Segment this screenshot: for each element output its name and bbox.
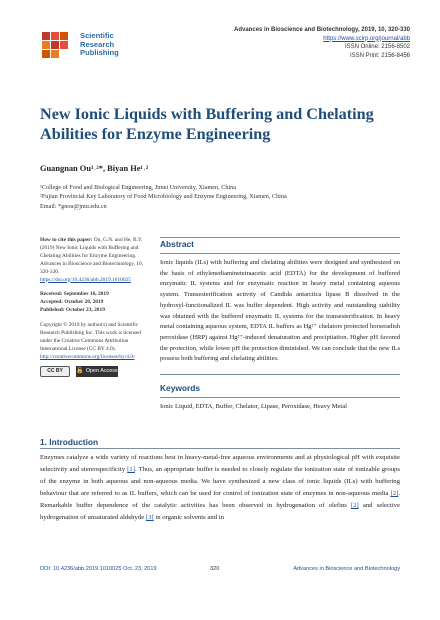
license-link[interactable]: http://creativecommons.org/licenses/by/4.0/	[40, 353, 135, 360]
published-date: Published: October 23, 2019	[40, 307, 105, 314]
article-sidebar	[40, 237, 152, 377]
cite-label: How to cite this paper:	[40, 237, 93, 243]
abstract-rule	[160, 253, 400, 254]
issn-online: ISSN Online: 2156-8502	[344, 44, 410, 51]
abstract-heading: Abstract	[160, 239, 194, 249]
page-header	[40, 26, 410, 66]
reference-link[interactable]: [2]	[350, 502, 359, 510]
abstract-text: Ionic liquids (ILs) with buffering and chelating abilities were designed and synthesized on the basis of ethylenediaminetetraacetic acid (EDTA) for the development of buffered enzymatic IL systems and for enzymatic reaction in heavy metal containing aqueous system. Transesterification activity of Candida antarctica lipase B dissolved in the hydroxyl-functionalized IL was buffer dependent. High activity and outstanding stability was obtained with the buffered enzymatic IL systems for the transesterification. In heavy metal containing aqueous system, EDTA IL buffers as Hg²⁺ chelators protected horseradish peroxidase (HRP) against Hg²⁺-induced denaturation and precipitation. Higher pH favored the protection, while lower pH the protection diminished. We can conclude that the new ILs possess both buffering and chelating abilities.	[160, 259, 400, 363]
journal-info	[190, 26, 410, 60]
page-number: 320	[210, 566, 220, 572]
publisher-name: Scientific Research Publishing	[80, 31, 119, 58]
cite-doi-link[interactable]: https://doi.org/10.4236/abb.2019.1010025	[40, 276, 131, 283]
srp-logo-icon	[40, 30, 74, 60]
journal-citation: Advances in Bioscience and Biotechnology, 2019, 10, 320-330	[234, 27, 410, 33]
accepted-date: Accepted: October 20, 2019	[40, 299, 104, 306]
introduction-text: Enzymes catalyze a wide variety of reactions best in heavy-metal-free aqueous environments and at physiological pH with exquisite selectivity and stereospecificity [1]. Thus, an appropriate buffer is needed to closely regulate the ionization state of ionizable groups of the enzyme in both aqueous and non-aqueous media. We have synthesized a new class of ionic liquids (ILs) with buffering behaviour that are referred to as IL buffers, which can be used for control of ionization state of enzymes in non-aqueous media [2]. Remarkable buffer dependence of the catalytic activities has been observed in hydrogenation of olefins [2] and selective hydrogenation of unsaturated aldehyde [3] in organic solvents and in	[40, 454, 400, 522]
affiliation-2: ²Fujian Provincial Key Laboratory of Food Microbiology and Enzyme Engineering, Xiamen, China	[40, 193, 287, 201]
introduction-heading: 1. Introduction	[40, 437, 99, 447]
paper-title: New Ionic Liquids with Buffering and Chelating Abilities for Enzyme Engineering	[40, 105, 374, 143]
abstract-top-rule	[160, 237, 400, 238]
paper-authors: Guangnan Ou¹˒²*, Biyan He¹˒²	[40, 164, 149, 173]
open-access-label: Open Access	[85, 367, 118, 374]
open-access-badge[interactable]	[76, 366, 118, 377]
keywords-top-rule	[160, 374, 400, 375]
affiliations	[40, 183, 400, 211]
journal-url-link[interactable]: https://www.scirp.org/journal/abb	[323, 35, 410, 42]
footer-journal-name: Advances in Bioscience and Biotechnology	[293, 566, 400, 572]
footer-doi[interactable]: DOI: 10.4236/abb.2019.1010025 Oct. 23, 2019	[40, 566, 157, 572]
author-email: Email: *gnou@jmu.edu.cn	[40, 202, 107, 210]
reference-link[interactable]: [2]	[390, 490, 399, 498]
issn-print: ISSN Print: 2156-8456	[349, 52, 410, 59]
license-badges	[40, 366, 152, 377]
copyright-text: Copyright © 2019 by author(s) and Scientific Research Publishing Inc. This work is licensed under the Creative Commons Attribution International License (CC BY 4.0).	[40, 322, 141, 352]
keywords-heading: Keywords	[160, 383, 201, 394]
keywords-rule	[160, 397, 400, 398]
cite-text: Ou, G.N. and He, B.Y. (2019) New Ionic Liquids with Buffering and Chelating Abilities for Enzyme Engineering. Advances in Bioscience and Biotechnology, 10, 320-330.	[40, 237, 144, 275]
citation-block	[40, 237, 152, 284]
abstract-column	[160, 237, 400, 410]
received-date: Received: September 16, 2019	[40, 291, 109, 298]
affiliation-1: ¹College of Food and Biological Engineering, Jimei University, Xiamen, China	[40, 184, 236, 191]
reference-link[interactable]: [1]	[127, 466, 135, 474]
introduction-rule	[40, 448, 400, 449]
keywords-text: Ionic Liquid, EDTA, Buffer, Chelator, Lipase, Peroxidase, Heavy Metal	[160, 403, 347, 411]
cc-by-badge[interactable]: CC BY	[40, 366, 70, 377]
publisher-logo[interactable]	[40, 30, 150, 62]
open-lock-icon: 🔓	[76, 367, 84, 374]
reference-link[interactable]: [3]	[145, 514, 154, 522]
